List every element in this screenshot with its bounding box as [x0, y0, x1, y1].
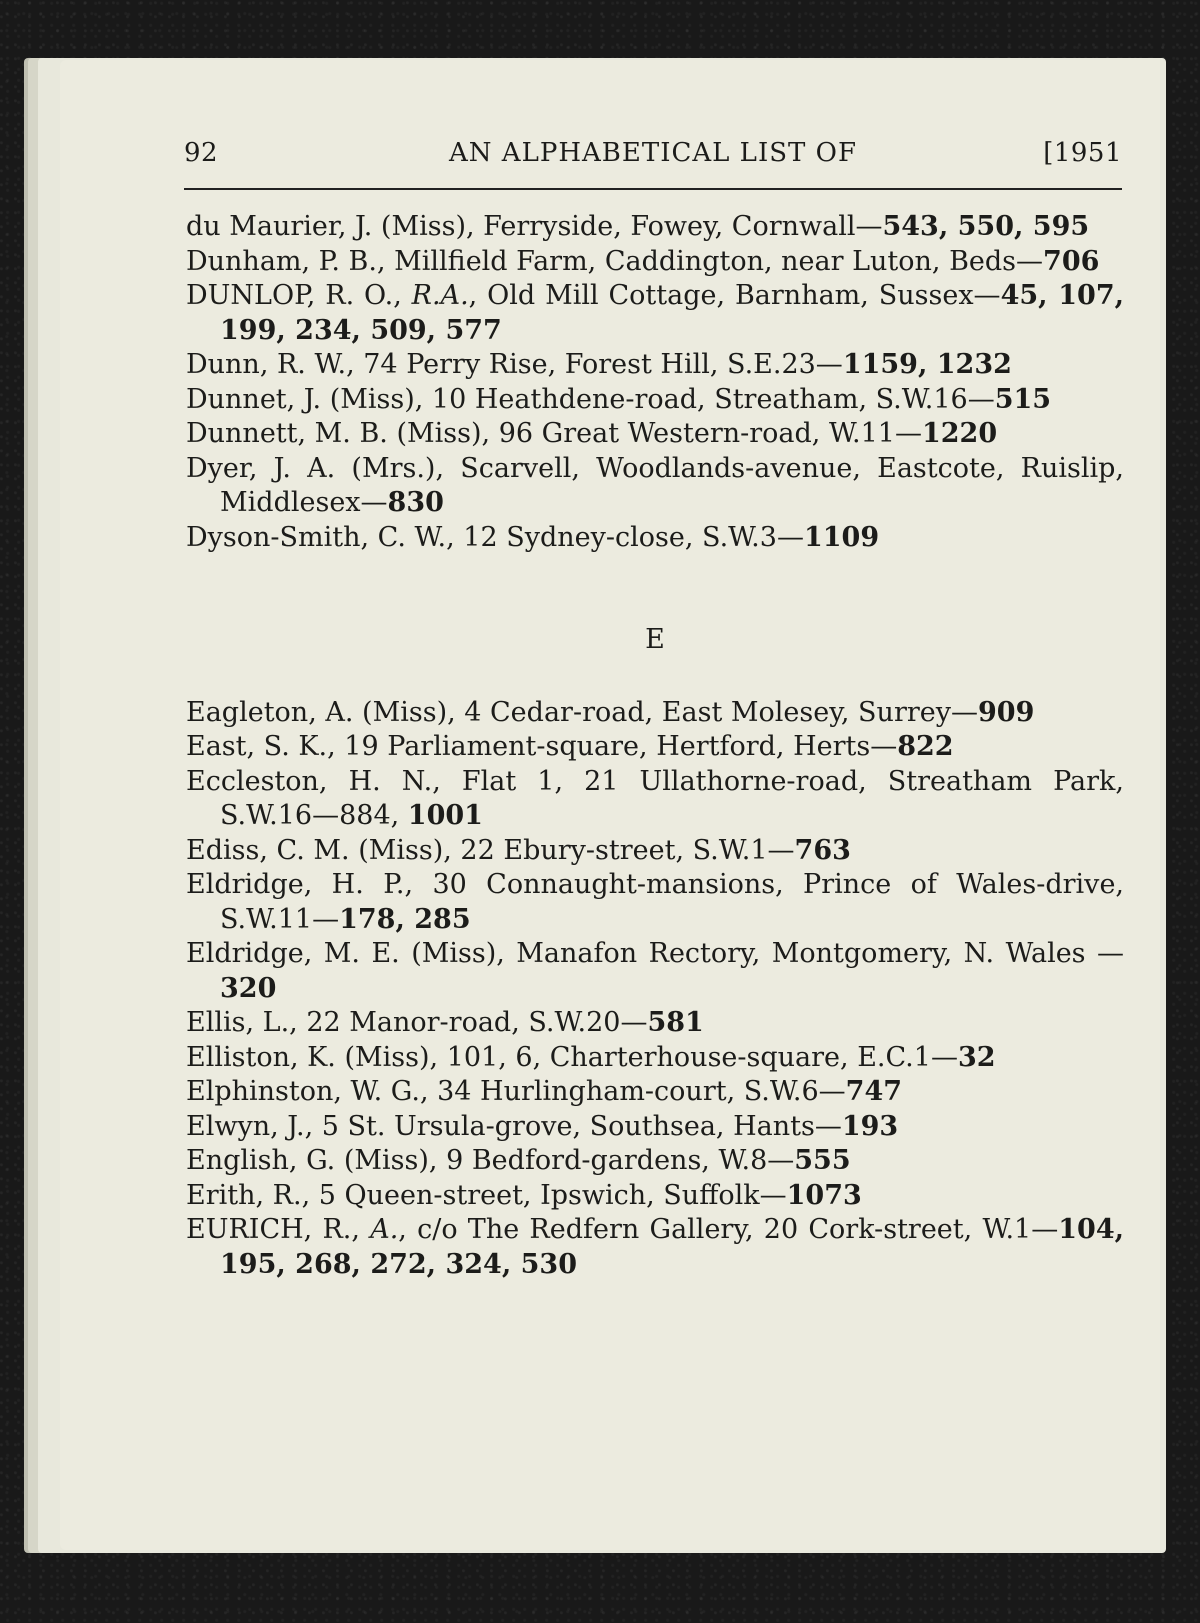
entry-name: Eagleton, A. [186, 696, 354, 728]
entry-name: du Maurier, J. [186, 211, 373, 242]
entry-numbers: 581 [647, 1007, 704, 1038]
entry-address: (Miss), 22 Ebury-street, S.W.1— [349, 834, 795, 866]
page-number: 92 [184, 138, 219, 168]
entry-address: , 30 Connaught-mansions, Prince of Wales-drive, S.W.11— [220, 869, 1125, 935]
entry-numbers: 1109 [803, 521, 880, 553]
entry-address: , 74 Perry Rise, Forest Hill, S.E.23— [346, 349, 843, 380]
entry-numbers: 763 [794, 834, 851, 866]
entry-list [186, 210, 1124, 1282]
entry-address: , Millfield Farm, Caddington, near Luton, Beds— [376, 245, 1044, 277]
entry-name: Ediss, C. M. [186, 834, 350, 866]
list-entry [186, 730, 1124, 765]
entry-address: , Old Mill Cottage, Barnham, Sussex— [468, 280, 1001, 311]
entry-numbers: 543, 550, 595 [882, 211, 1090, 242]
entry-address: , c/o The Redfern Gallery, 20 Cork-street, W.1— [398, 1214, 1059, 1245]
entry-name: Dunham, P. B. [186, 245, 377, 277]
entry-numbers: 830 [387, 487, 444, 518]
entry-name: Eldridge, H. P. [186, 869, 405, 900]
entry-address: (Miss), 96 Great Western-road, W.11— [387, 418, 922, 449]
entry-address: (Miss), 101, 6, Charterhouse-square, E.C.1— [335, 1041, 958, 1073]
entry-name: Erith, R. [186, 1179, 302, 1211]
entry-numbers: 104, 195, 268, 272, 324, 530 [220, 1214, 1125, 1280]
list-entry [186, 868, 1124, 937]
list-entry [186, 765, 1124, 834]
running-head [184, 138, 1122, 180]
entry-address: (Miss), 9 Bedford-gardens, W.8— [335, 1145, 795, 1176]
list-entry [186, 348, 1124, 383]
book-page [60, 60, 1160, 1550]
entry-numbers: 45, 107, 199, 234, 509, 577 [220, 280, 1124, 346]
entry-name: East, S. K. [186, 731, 328, 762]
entry-numbers: 822 [897, 731, 954, 762]
list-entry [186, 1144, 1124, 1179]
entry-numbers: 555 [794, 1145, 851, 1176]
entry-address: (Miss), Manafon Rectory, Montgomery, N. Wales — [399, 938, 1124, 969]
list-entry [186, 1075, 1124, 1110]
entry-address: (Mrs.), Scarvell, Woodlands-avenue, Eastcote, Ruislip, Middlesex— [220, 452, 1124, 518]
entry-address: , 5 St. Ursula-grove, Southsea, Hants— [304, 1110, 842, 1142]
entry-name: Dyson-Smith, C. W. [186, 521, 447, 553]
entry-name: Dunnet, J. [186, 383, 322, 415]
entry-numbers: 515 [994, 383, 1052, 415]
list-entry [186, 937, 1124, 1006]
entry-name: Eccleston, H. N. [186, 765, 433, 797]
list-entry [186, 383, 1124, 418]
list-entry [186, 834, 1124, 869]
entry-name: DUNLOP, R. O., [186, 280, 412, 311]
entry-name: Dunnett, M. B. [186, 418, 388, 449]
list-entry [186, 1041, 1124, 1076]
list-entry [186, 1213, 1124, 1282]
list-entry [186, 521, 1124, 556]
list-entry [186, 696, 1124, 731]
entry-address: (Miss), Ferryside, Fowey, Cornwall— [372, 211, 883, 242]
entry-numbers: 1073 [786, 1179, 862, 1211]
entry-address: , Flat 1, 21 Ullathorne-road, Streatham Park, S.W.16—884, [220, 765, 1124, 831]
entry-address: (Miss), 4 Cedar-road, East Molesey, Surrey— [353, 696, 978, 728]
list-entry [186, 245, 1124, 280]
entry-numbers: 193 [841, 1110, 899, 1142]
list-entry [186, 1006, 1124, 1041]
entry-numbers: 178, 285 [339, 903, 471, 935]
list-entry [186, 1110, 1124, 1145]
running-title: AN ALPHABETICAL LIST OF [449, 138, 857, 168]
list-entry [186, 1179, 1124, 1214]
list-entry [186, 417, 1124, 452]
entry-name: Elphinston, W. G. [186, 1076, 420, 1107]
entry-address: (Miss), 10 Heathdene-road, Streatham, S.W.16— [321, 383, 995, 415]
entry-address: , 19 Parliament-square, Hertford, Herts— [327, 731, 898, 762]
entry-name: Dunn, R. W. [186, 349, 347, 380]
entry-address: , 22 Manor-road, S.W.20— [289, 1007, 648, 1038]
list-entry [186, 279, 1124, 348]
entry-name: Ellis, L. [186, 1007, 290, 1038]
entry-name: EURICH, R., [186, 1214, 371, 1245]
entry-address: , 5 Queen-street, Ipswich, Suffolk— [301, 1179, 787, 1211]
entry-honour: A. [370, 1214, 399, 1245]
entry-numbers: 1001 [407, 800, 483, 831]
entry-numbers: 706 [1043, 245, 1100, 277]
entry-name: Eldridge, M. E. [186, 938, 400, 969]
entry-numbers: 32 [957, 1041, 996, 1073]
list-entry [186, 452, 1124, 521]
entry-address: , 34 Hurlingham-court, S.W.6— [419, 1076, 846, 1107]
header-rule [184, 188, 1122, 190]
running-year: [1951 [1043, 138, 1122, 168]
entry-address: , 12 Sydney-close, S.W.3— [446, 521, 804, 553]
section-heading-e: E [645, 624, 665, 655]
list-entry [186, 210, 1124, 245]
entry-name: Dyer, J. A. [186, 452, 336, 484]
entry-numbers: 1220 [921, 418, 998, 449]
entry-name: English, G. [186, 1145, 336, 1176]
entry-numbers: 747 [845, 1076, 903, 1107]
entry-numbers: 909 [978, 696, 1035, 728]
entry-name: Elliston, K. [186, 1041, 336, 1073]
entry-name: Elwyn, J. [186, 1110, 305, 1142]
entry-honour: R.A. [411, 280, 469, 311]
entry-numbers: 1159, 1232 [842, 349, 1012, 380]
entry-numbers: 320 [220, 972, 277, 1004]
